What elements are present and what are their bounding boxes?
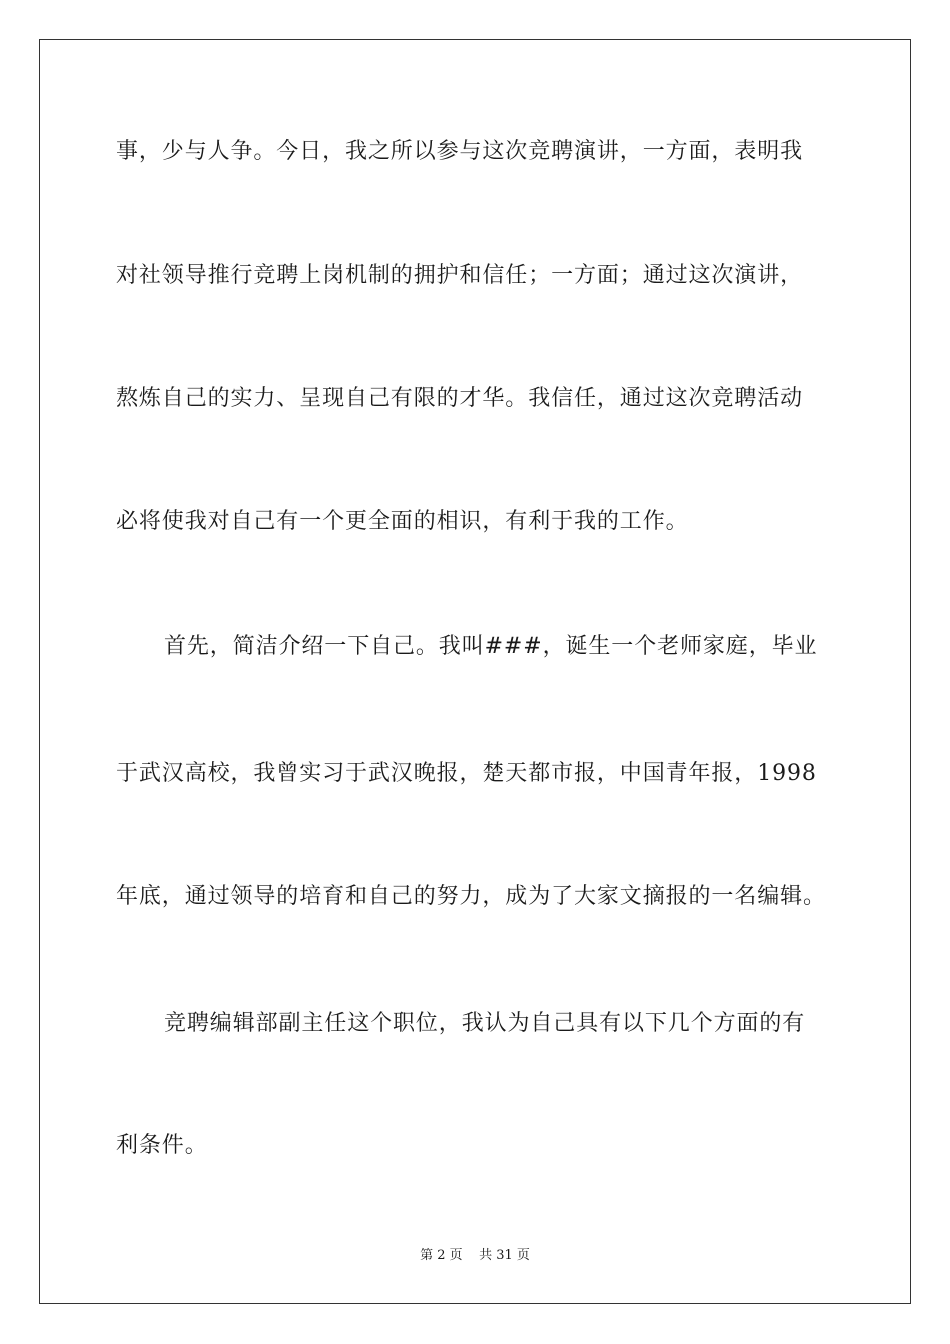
text-line: 年底，通过领导的培育和自己的努力，成为了大家文摘报的一名编辑。: [116, 884, 826, 909]
text-line: 利条件。: [116, 1133, 208, 1158]
page-number: 第 2 页 共 31 页: [420, 1248, 530, 1263]
text-line: 必将使我对自己有一个更全面的相识，有利于我的工作。: [116, 509, 689, 534]
text-line: 于武汉高校，我曾实习于武汉晚报，楚天都市报，中国青年报，1998: [116, 761, 817, 786]
paragraph-first-line: 竞聘编辑部副主任这个职位，我认为自己具有以下几个方面的有: [164, 1011, 806, 1036]
text-line: 熬炼自己的实力、呈现自己有限的才华。我信任，通过这次竞聘活动: [116, 386, 804, 411]
text-line: 对社领导推行竞聘上岗机制的拥护和信任；一方面；通过这次演讲，: [116, 263, 804, 288]
text-line: 事，少与人争。今日，我之所以参与这次竞聘演讲，一方面，表明我: [116, 139, 804, 164]
paragraph-first-line: 首先，简洁介绍一下自己。我叫###，诞生一个老师家庭，毕业: [164, 634, 818, 659]
page-border: [39, 39, 911, 1304]
